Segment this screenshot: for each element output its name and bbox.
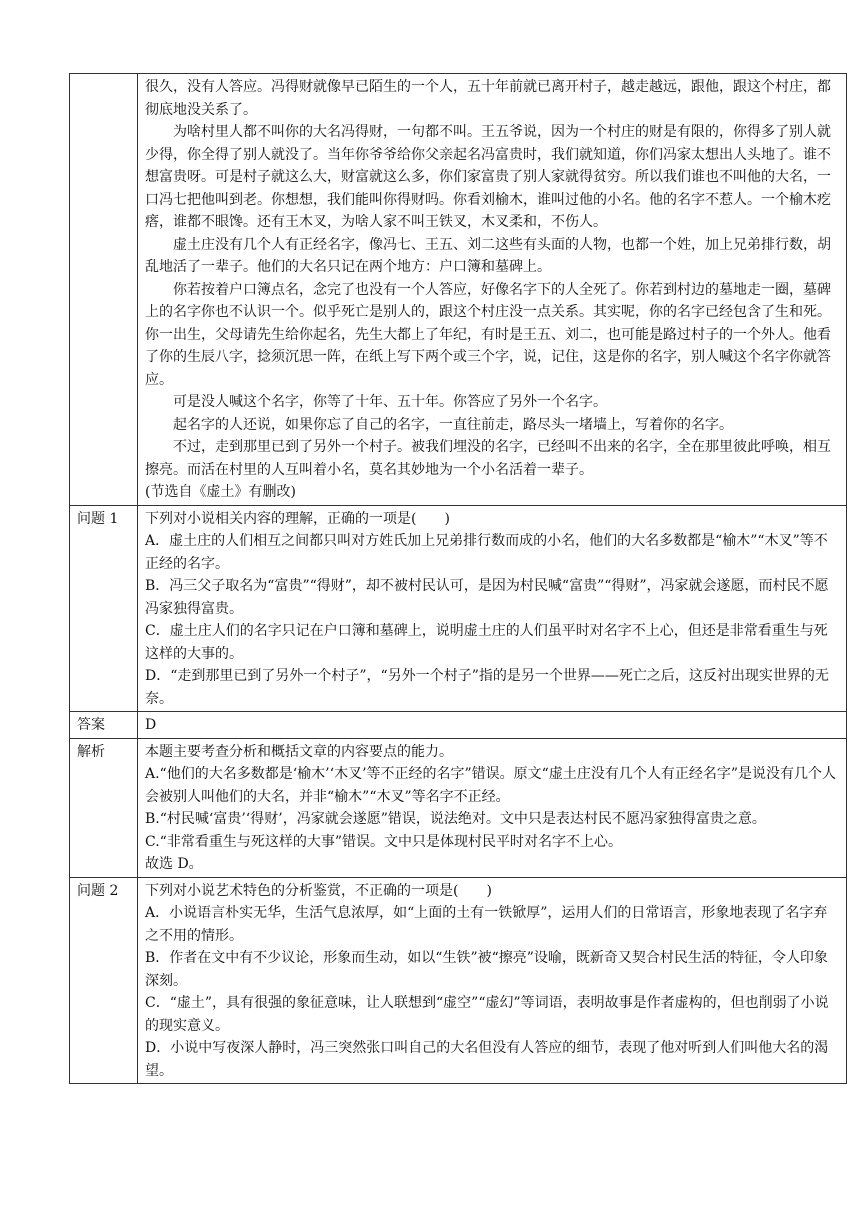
question-1-stem: 下列对小说相关内容的理解，正确的一项是( ) bbox=[145, 510, 450, 527]
answer-row bbox=[70, 712, 847, 739]
question-2-option-b: B．作者在文中有不少议论，形象而生动，如以“生铁”被“擦亮”设喻，既新奇又契合村民生活的特征，令人印象深刻。 bbox=[145, 950, 828, 989]
passage-label-cell bbox=[70, 74, 138, 506]
analysis-line: A.“他们的大名多数都是‘榆木’‘木叉’等不正经的名字”错误。原文“虚土庄没有几个人有正经名字”是说没有几个人会被别人叫他们的大名，并非“榆木”“木叉”等名字不正经。 bbox=[145, 766, 836, 805]
question-1-option-b: B．冯三父子取名为“富贵”“得财”，却不被村民认可，是因为村民喊“富贵”“得财”，冯家就会遂愿，而村民不愿冯家独得富贵。 bbox=[145, 578, 829, 617]
answer-value: D bbox=[138, 712, 847, 739]
passage-paragraph: 不过，走到那里已到了另外一个村子。被我们埋没的名字，已经叫不出来的名字，全在那里彼此呼唤，相互擦亮。而活在村里的人互叫着小名，莫名其妙地为一个小名活着一辈子。 bbox=[145, 439, 831, 478]
question-1-row bbox=[70, 505, 847, 712]
analysis-row bbox=[70, 738, 847, 877]
question-1-option-c: C．虚土庄人们的名字只记在户口簿和墓碑上，说明虚土庄的人们虽平时对名字不上心，但还是非常看重生与死这样的大事的。 bbox=[145, 623, 828, 662]
analysis-cell bbox=[138, 738, 847, 877]
analysis-line: 故选 D。 bbox=[145, 856, 203, 872]
analysis-line: B.“村民喊‘富贵’‘得财’，冯家就会遂愿”错误，说法绝对。文中只是表达村民不愿冯家独得富贵之意。 bbox=[145, 811, 766, 827]
passage-paragraph: 很久，没有人答应。冯得财就像早已陌生的一个人，五十年前就已离开村子，越走越远，跟他，跟这个村庄，都彻底地没关系了。 bbox=[145, 79, 831, 118]
question-1-label: 问题 1 bbox=[70, 505, 138, 712]
passage-source: (节选自《虚土》有删改) bbox=[145, 484, 296, 500]
analysis-label: 解析 bbox=[70, 738, 138, 877]
question-2-row bbox=[70, 877, 847, 1084]
question-2-option-d: D．小说中写夜深人静时，冯三突然张口叫自己的大名但没有人答应的细节，表现了他对听到人们叫他大名的渴望。 bbox=[145, 1040, 829, 1079]
question-table bbox=[69, 73, 847, 1084]
analysis-line: C.“非常看重生与死这样的大事”错误。文中只是体现村民平时对名字不上心。 bbox=[145, 833, 622, 850]
question-1-cell bbox=[138, 505, 847, 712]
passage-paragraph: 可是没人喊这个名字，你等了十年、五十年。你答应了另外一个名字。 bbox=[173, 394, 607, 410]
passage-cell bbox=[138, 74, 847, 506]
passage-paragraph: 你若按着户口簿点名，念完了也没有一个人答应，好像名字下的人全死了。你若到村边的墓地走一圈，墓碑上的名字你也不认识一个。似乎死亡是别人的，跟这个村庄没一点关系。其实呢，你的名字已经包含了生和死。你一出生，父母请先生给你起名，先生大都上了年纪，有时是王五、刘二，也可能是路过村子的一个外人。他看了你的生辰八字，捻须沉思一阵，在纸上写下两个或三个字，说，记住，这是你的名字，别人喊这个名字你就答应。 bbox=[145, 281, 831, 388]
question-2-cell bbox=[138, 877, 847, 1084]
question-1-option-a: A．虚土庄的人们相互之间都只叫对方姓氏加上兄弟排行数而成的小名，他们的大名多数都是“榆木”“木叉”等不正经的名字。 bbox=[145, 533, 828, 572]
analysis-line: 本题主要考查分析和概括文章的内容要点的能力。 bbox=[145, 743, 453, 760]
passage-paragraph: 起名字的人还说，如果你忘了自己的名字，一直往前走，路尽头一堵墙上，写着你的名字。 bbox=[173, 416, 733, 433]
passage-paragraph: 为啥村里人都不叫你的大名冯得财，一句都不叫。王五爷说，因为一个村庄的财是有限的，你得多了别人就少得，你全得了别人就没了。当年你爷爷给你父亲起名冯富贵时，我们就知道，你们冯家太想出人头地了。谁不想富贵呀。可是村子就这么大，财富就这么多，你们家富贵了别人家就得贫穷。所以我们谁也不叫他的大名，一口冯七把他叫到老。你想想，我们能叫你得财吗。你看刘榆木，谁叫过他的小名。他的名字不惹人。一个榆木疙瘩，谁都不眼馋。还有王木叉，为啥人家不叫王铁叉，木叉柔和，不伤人。 bbox=[145, 124, 831, 230]
question-1-option-d: D．“走到那里已到了另外一个村子”，“另外一个村子”指的是另一个世界——死亡之后，这反衬出现实世界的无奈。 bbox=[145, 668, 829, 707]
passage-row bbox=[70, 74, 847, 506]
question-2-stem: 下列对小说艺术特色的分析鉴赏，不正确的一项是( ) bbox=[145, 882, 492, 899]
question-2-option-c: C．“虚土”，具有很强的象征意味，让人联想到“虚空”“虚幻”等词语，表明故事是作者虚构的，但也削弱了小说的现实意义。 bbox=[145, 995, 829, 1034]
passage-paragraph: 虚土庄没有几个人有正经名字，像冯七、王五、刘二这些有头面的人物，也都一个姓，加上兄弟排行数，胡乱地活了一辈子。他们的大名只记在两个地方：户口簿和墓碑上。 bbox=[145, 236, 831, 275]
question-2-option-a: A．小说语言朴实无华，生活气息浓厚，如“上面的土有一铁锨厚”，运用人们的日常语言，形象地表现了名字弃之不用的情形。 bbox=[145, 905, 828, 944]
question-2-label: 问题 2 bbox=[70, 877, 138, 1084]
answer-label: 答案 bbox=[70, 712, 138, 739]
